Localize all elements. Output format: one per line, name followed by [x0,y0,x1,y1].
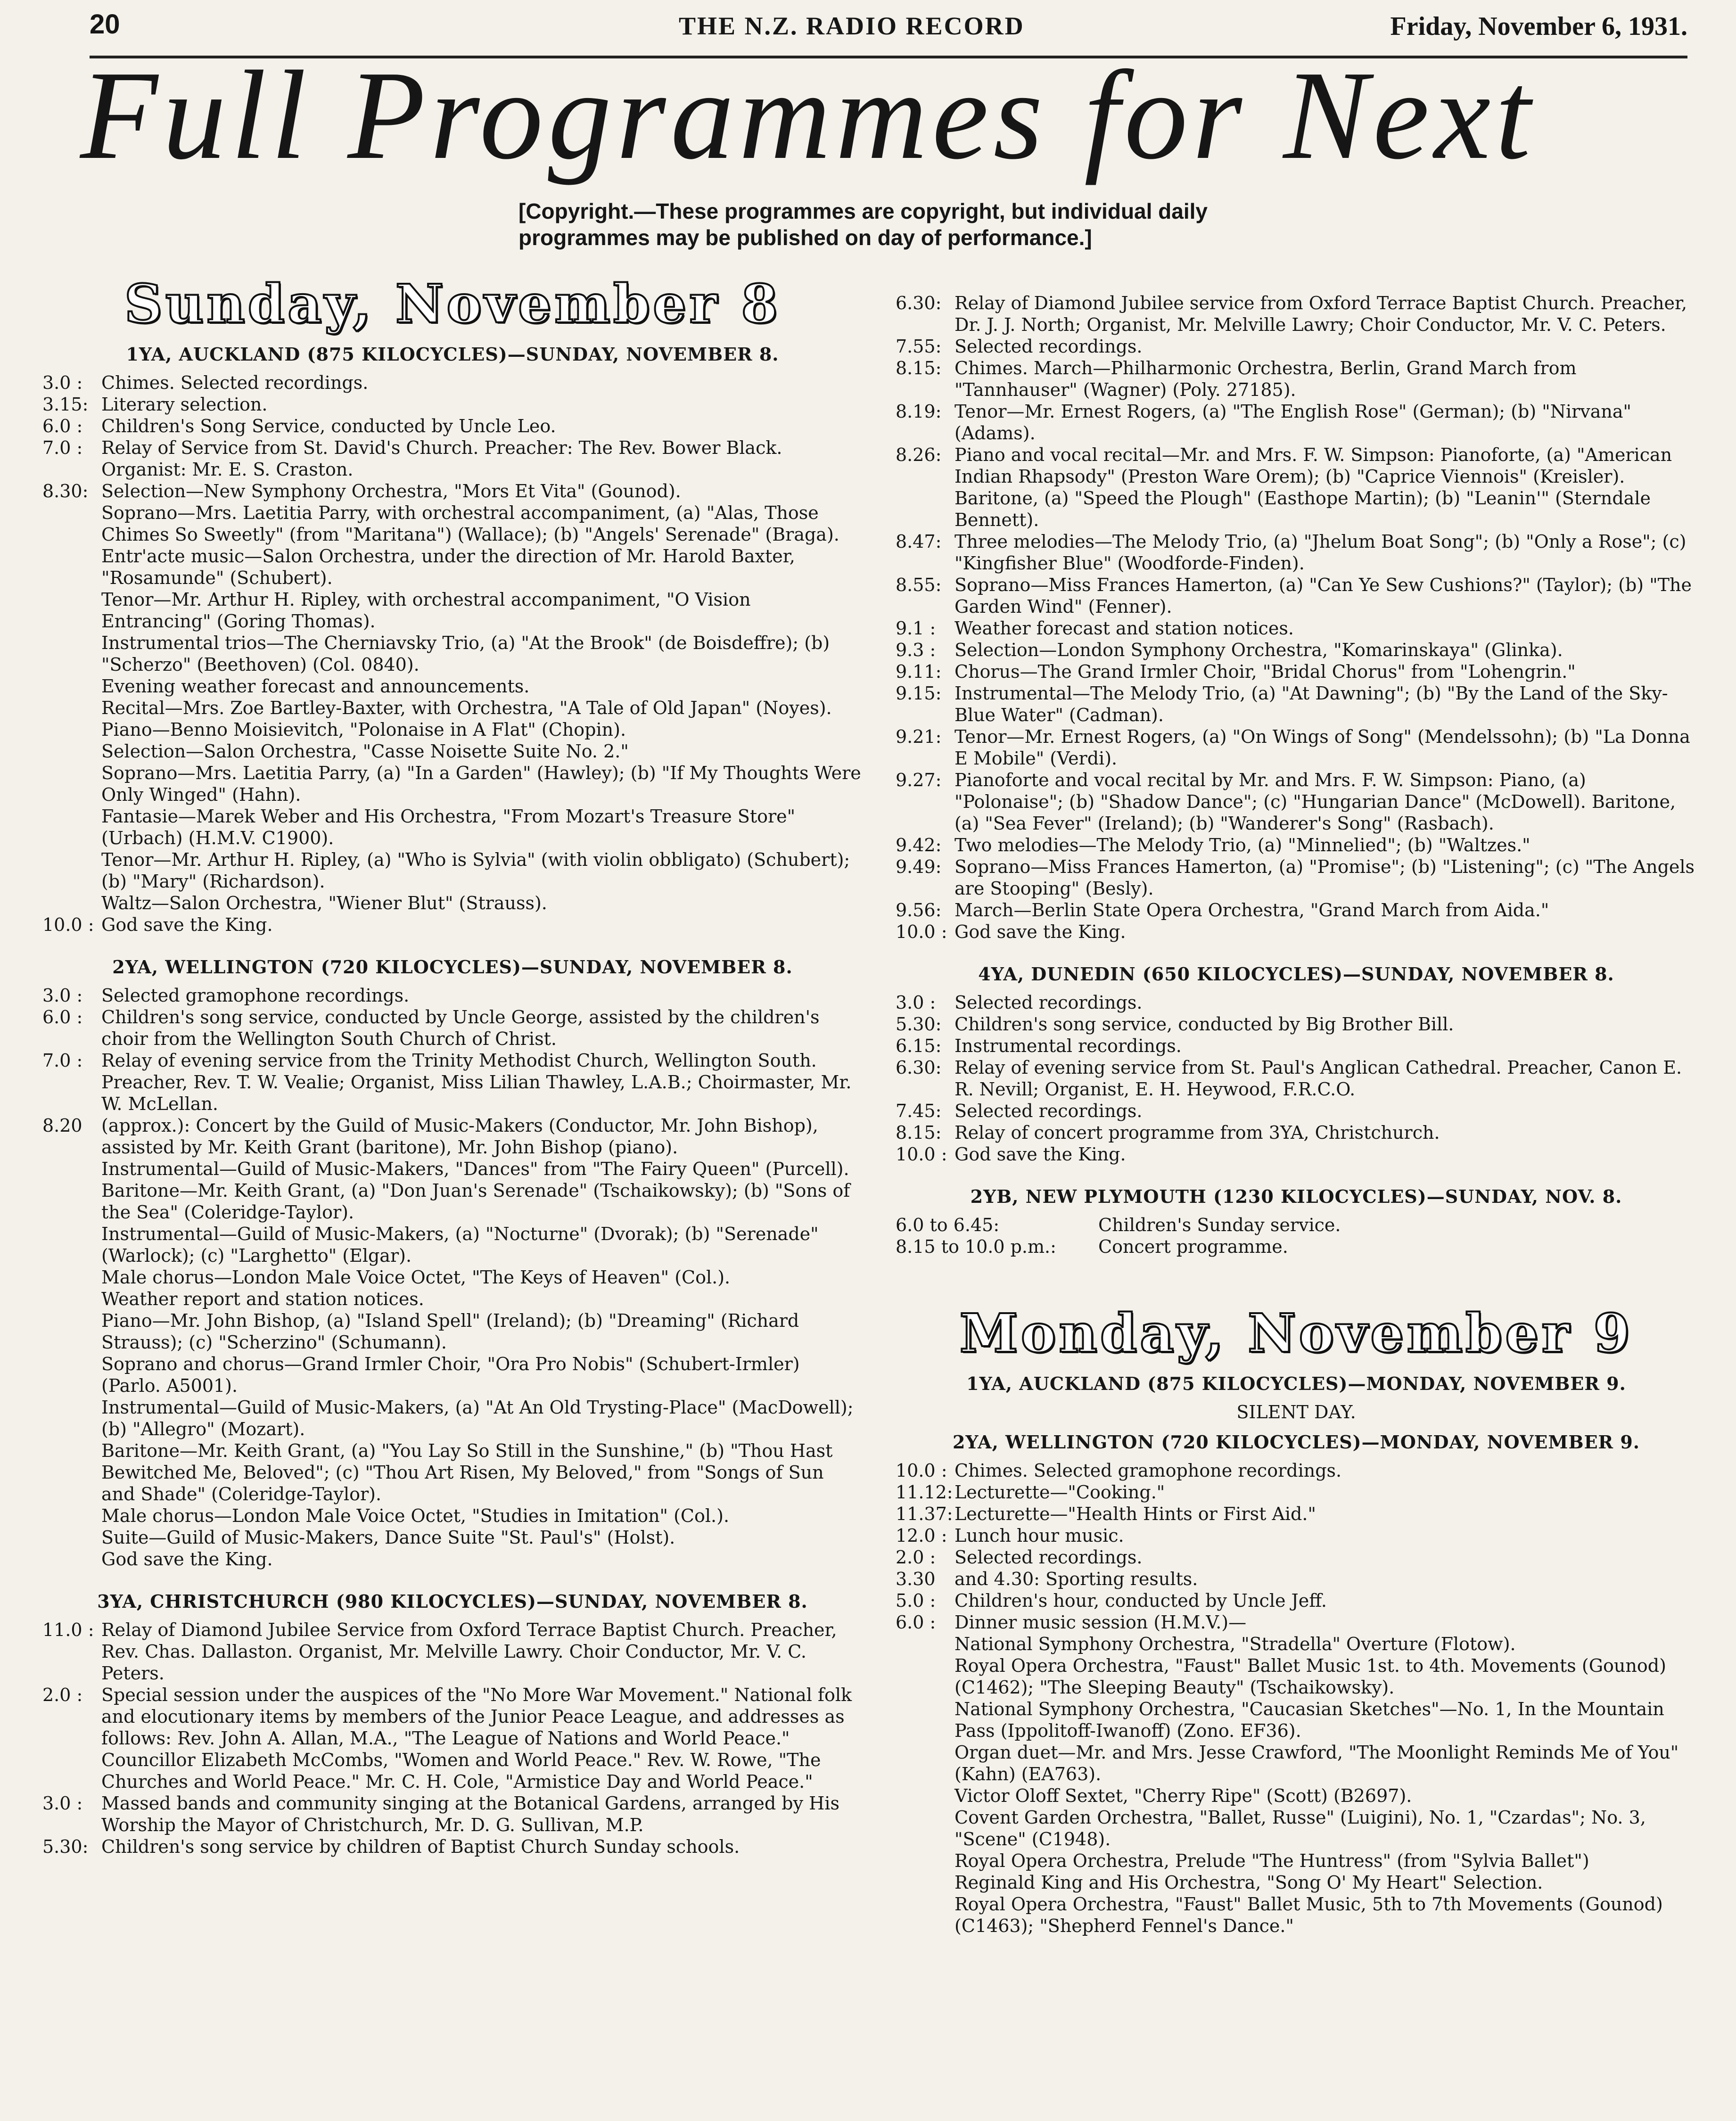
programme-item [896,1214,1697,1236]
programme-time: 7.45: [896,1101,942,1121]
programme-description: Instrumental—Guild of Music-Makers, "Dances" from "The Fairy Queen" (Purcell). [101,1159,849,1179]
programme-description: Selected recordings. [954,1101,1143,1121]
programme-item [896,682,1697,726]
programme-time: 9.3 : [896,640,936,660]
station-block-2yb [896,1186,1697,1270]
programme-time: 12.0 : [896,1525,947,1546]
programme-description: Recital—Mrs. Zoe Bartley-Baxter, with Orchestra, "A Tale of Old Japan" (Noyes). [101,698,832,718]
programme-description: Instrumental—Guild of Music-Makers, (a) "At An Old Trysting-Place" (MacDowell); (b) "Allegro" (Mozart). [101,1397,854,1439]
programme-description: Instrumental—Guild of Music-Makers, (a) "Nocturne" (Dvorak); (b) "Serenade" (Warlock); (c) "Larghetto" (Elgar). [101,1224,819,1266]
programme-time [42,502,101,545]
programme-description: God save the King. [954,1144,1126,1165]
publication-title: THE N.Z. RADIO RECORD [679,12,1025,40]
programme-description: Selected gramophone recordings. [101,985,410,1006]
programme-description: God save the King. [101,914,273,935]
programme-item [42,762,863,806]
programme-item [42,1684,863,1792]
programme-item [896,899,1697,921]
programme-item [896,856,1697,899]
programme-item [42,415,863,437]
programme-item [42,1310,863,1353]
station-heading: 2YB, NEW PLYMOUTH (1230 KILOCYCLES)—SUNDAY, NOV. 8. [970,1186,1622,1207]
programme-description: Tenor—Mr. Arthur H. Ripley, (a) "Who is Sylvia" (with violin obbligato) (Schubert); (b) "Mary" (Richardson). [101,849,850,892]
station-heading: 4YA, DUNEDIN (650 KILOCYCLES)—SUNDAY, NOVEMBER 8. [978,963,1614,985]
programme-description: Pianoforte and vocal recital by Mr. and Mrs. F. W. Simpson: Piano, (a) "Polonaise"; (b) "Shadow Dance"; (c) "Hungarian Dance" (McDowell). Baritone, (a) "Sea Fever" (Ireland); (b) "Wanderer's Song" (Rasbach). [954,770,1676,834]
programme-item [896,1698,1697,1742]
programme-description: Chorus—The Grand Irmler Choir, "Bridal Chorus" from "Lohengrin." [954,661,1576,682]
programme-time [896,1633,954,1655]
programme-description: Selection—New Symphony Orchestra, "Mors Et Vita" (Gounod). [101,481,681,501]
programme-description: Male chorus—London Male Voice Octet, "Studies in Imitation" (Col.). [101,1505,730,1526]
programme-item [42,1288,863,1310]
programme-description: Piano—Benno Moisievitch, "Polonaise in A Flat" (Chopin). [101,719,626,740]
programme-item [42,589,863,632]
programme-item [896,1742,1697,1785]
programme-time [42,675,101,697]
programme-time [42,1288,101,1310]
programme-time: 6.30: [896,1057,942,1078]
programme-item [896,1236,1697,1258]
programme-item [42,437,863,480]
station-block-2ya-monday [896,1431,1697,1949]
programme-description: and 4.30: Sporting results. [954,1569,1198,1589]
programme-item [42,719,863,740]
programme-description: Covent Garden Orchestra, "Ballet, Russe" (Luigini), No. 1, "Czardas"; No. 3, "Scene" (C1948). [954,1807,1646,1850]
programme-item [42,1397,863,1440]
programme-time: 8.55: [896,575,942,595]
programme-description: Soprano—Miss Frances Hamerton, (a) "Promise"; (b) "Listening"; (c) "The Angels are Stooping" (Besly). [954,856,1695,899]
station-block-3ya [42,1591,863,1870]
programme-description: Reginald King and His Orchestra, "Song O' My Heart" Selection. [954,1872,1543,1893]
programme-description: Soprano—Mrs. Laetitia Parry, (a) "In a Garden" (Hawley); (b) "If My Thoughts Were Only Winged" (Hahn). [101,763,861,805]
programme-item [896,834,1697,856]
programme-item [42,502,863,545]
programme-item [896,1633,1697,1655]
programme-item [896,726,1697,769]
programme-description: Three melodies—The Melody Trio, (a) "Jhelum Boat Song"; (b) "Only a Rose"; (c) "Kingfisher Blue" (Woodforde-Finden). [954,531,1687,574]
station-block-2ya [42,956,863,1582]
programme-time: 8.15 to 10.0 p.m.: [896,1236,1056,1257]
programme-time: 6.0 : [42,416,83,436]
programme-time: 3.0 : [42,985,83,1006]
programme-item [896,1893,1697,1937]
programme-time: 8.15: [896,1122,942,1143]
programme-description: Organ duet—Mr. and Mrs. Jesse Crawford, "The Moonlight Reminds Me of You" (Kahn) (EA763). [954,1742,1679,1784]
programme-description: Evening weather forecast and announcements. [101,676,530,697]
programme-description: Royal Opera Orchestra, "Faust" Ballet Music 1st. to 4th. Movements (Gounod) (C1462); "The Sleeping Beauty" (Tschaikowsky). [954,1655,1666,1698]
programme-description: Fantasie—Marek Weber and His Orchestra, "From Mozart's Treasure Store" (Urbach) (H.M.V. C1900). [101,806,796,848]
programme-description: Relay of evening service from St. Paul's Anglican Cathedral. Preacher, Canon E. R. Nevill; Organist, E. H. Heywood, F.R.C.O. [954,1057,1682,1100]
station-block-3ya-continued [896,292,1697,955]
station-heading: 3YA, CHRISTCHURCH (980 KILOCYCLES)—SUNDAY, NOVEMBER 8. [97,1591,808,1612]
programme-item [896,1013,1697,1035]
programme-item [896,617,1697,639]
programme-time: 11.37: [896,1504,953,1524]
station-block-4ya [896,963,1697,1177]
programme-description: (approx.): Concert by the Guild of Music-Makers (Conductor, Mr. John Bishop), assisted by Mr. Keith Grant (baritone), Mr. John Bishop (piano). [101,1115,818,1158]
programme-description: Tenor—Mr. Ernest Rogers, (a) "The English Rose" (German); (b) "Nirvana" (Adams). [954,401,1632,444]
programme-description: Special session under the auspices of the "No More War Movement." National folk and elocutionary items by members of the Junior Peace League, and addresses as follows: Rev. John A. Allan, M.A., "The League of Nations and World Peace." Councillor Elizabeth McCombs, "Women and World Peace." Rev. W. Rowe, "The Churches and World Peace." Mr. C. H. Cole, "Armistice Day and World Peace." [101,1685,852,1792]
programme-time: 9.21: [896,726,942,747]
programme-time [896,1872,954,1893]
programme-item [42,1115,863,1158]
programme-time: 3.0 : [42,372,83,393]
programme-item [42,1548,863,1570]
programme-item [896,1525,1697,1546]
programme-time: 3.30 [896,1569,936,1589]
programme-item [42,1006,863,1050]
programme-description: Soprano—Miss Frances Hamerton, (a) "Can Ye Sew Cushions?" (Taylor); (b) "The Garden Wind" (Fenner). [954,575,1692,617]
programme-item [896,1590,1697,1611]
programme-description: Concert programme. [1098,1236,1288,1257]
programme-time [896,1893,954,1937]
programme-description: God save the King. [954,921,1126,942]
programme-item [896,1611,1697,1633]
programme-description: March—Berlin State Opera Orchestra, "Grand March from Aida." [954,900,1549,921]
programme-item [42,985,863,1006]
programme-description: Weather report and station notices. [101,1289,424,1309]
programme-item [42,1266,863,1288]
station-heading-1ya-monday: 1YA, AUCKLAND (875 KILOCYCLES)—MONDAY, NOVEMBER 9. [966,1373,1626,1394]
programme-description: Children's Song Service, conducted by Uncle Leo. [101,416,556,436]
station-heading: 2YA, WELLINGTON (720 KILOCYCLES)—MONDAY, NOVEMBER 9. [952,1431,1640,1453]
programme-time: 7.0 : [42,437,83,458]
programme-time: 9.42: [896,835,942,855]
programme-time [42,1440,101,1505]
programme-item [42,892,863,914]
programme-item [42,1792,863,1836]
programme-description: Relay of concert programme from 3YA, Christchurch. [954,1122,1440,1143]
programme-item [42,1158,863,1180]
programme-time [896,1850,954,1872]
programme-time [42,1310,101,1353]
programme-item [42,1180,863,1223]
programme-time [42,1353,101,1397]
programme-description: Soprano—Mrs. Laetitia Parry, with orchestral accompaniment, (a) "Alas, Those Chimes So Sweetly" (from "Maritana") (Wallace); (b) "Angels' Serenade" (Braga). [101,502,839,545]
programme-description: Weather forecast and station notices. [954,618,1294,639]
programme-description: Children's hour, conducted by Uncle Jeff. [954,1590,1327,1611]
programme-time [896,1742,954,1785]
programme-time: 8.15: [896,358,942,378]
programme-time [896,1655,954,1698]
programme-description: Children's song service by children of Baptist Church Sunday schools. [101,1836,740,1857]
programme-description: Selected recordings. [954,336,1143,357]
programme-item [896,1057,1697,1100]
programme-item [896,531,1697,574]
programme-time: 7.0 : [42,1050,83,1071]
programme-time: 8.47: [896,531,942,552]
programme-time: 3.0 : [42,1793,83,1814]
programme-description: Relay of Diamond Jubilee service from Oxford Terrace Baptist Church. Preacher, Dr. J. J. North; Organist, Mr. Melville Lawry; Choir Conductor, Mr. V. C. Peters. [954,293,1687,335]
programme-time [42,719,101,740]
programme-item [896,1568,1697,1590]
programme-description: Selection—Salon Orchestra, "Casse Noisette Suite No. 2." [101,741,629,762]
programme-description: Relay of Service from St. David's Church. Preacher: The Rev. Bower Black. Organist: Mr. E. S. Craston. [101,437,782,480]
programme-description: Chimes. Selected recordings. [101,372,369,393]
programme-time: 9.56: [896,900,942,921]
programme-description: Victor Oloff Sextet, "Cherry Ripe" (Scott) (B2697). [954,1785,1412,1806]
programme-item [896,1481,1697,1503]
station-block-1ya [42,344,863,948]
programme-item [42,914,863,936]
page-title: Full Programmes for Next [80,45,1536,186]
programme-item [42,545,863,589]
programme-time: 2.0 : [896,1547,936,1568]
programme-time [42,589,101,632]
day-heading-monday: Monday, November 9 [959,1303,1633,1365]
programme-time: 3.0 : [896,992,936,1013]
programme-time: 2.0 : [42,1685,83,1705]
programme-time: 8.19: [896,401,942,422]
programme-time: 5.30: [896,1014,942,1035]
programme-description: Instrumental trios—The Cherniavsky Trio, (a) "At the Brook" (de Boisdeffre); (b) "Scherzo" (Beethoven) (Col. 0840). [101,633,830,675]
copyright-notice: [Copyright.—These programmes are copyright, but individual daily programmes may be published on day of performance.] [518,199,1208,250]
programme-description: Children's song service, conducted by Uncle George, assisted by the children's choir from the Wellington South Church of Christ. [101,1007,820,1049]
programme-time: 9.49: [896,856,942,877]
programme-item [896,661,1697,682]
programme-description: National Symphony Orchestra, "Caucasian Sketches"—No. 1, In the Mountain Pass (Ippolitoff-Iwanoff) (Zono. EF36). [954,1699,1664,1741]
programme-time: 11.0 : [42,1620,94,1640]
programme-description: Baritone—Mr. Keith Grant, (a) "You Lay So Still in the Sunshine," (b) "Thou Hast Bewitched Me, Beloved"; (c) "Thou Art Risen, My Beloved," from "Songs of Sun and Shade" (Coleridge-Taylor). [101,1440,833,1504]
programme-description: Children's song service, conducted by Big Brother Bill. [954,1014,1454,1035]
programme-item [896,1546,1697,1568]
programme-time [42,1505,101,1527]
programme-description: Lecturette—"Health Hints or First Aid." [954,1504,1316,1524]
programme-time: 7.55: [896,336,942,357]
programme-description: Lecturette—"Cooking." [954,1482,1165,1503]
programme-item [896,1122,1697,1143]
programme-description: Chimes. March—Philharmonic Orchestra, Berlin, Grand March from "Tannhauser" (Wagner) (Poly. 27185). [954,358,1577,400]
programme-time [42,849,101,892]
programme-item [896,1143,1697,1165]
programme-description: Children's Sunday service. [1098,1215,1341,1235]
programme-description: God save the King. [101,1549,273,1570]
programme-item [42,1050,863,1115]
programme-description: Massed bands and community singing at the Botanical Gardens, arranged by His Worship the Mayor of Christchurch, Mr. D. G. Sullivan, M.P. [101,1793,839,1835]
programme-item [896,1503,1697,1525]
programme-time: 5.0 : [896,1590,936,1611]
station-heading: 2YA, WELLINGTON (720 KILOCYCLES)—SUNDAY, NOVEMBER 8. [112,956,793,978]
programme-description: Relay of evening service from the Trinity Methodist Church, Wellington South. Preacher, Rev. T. W. Vealie; Organist, Miss Lilian Thawley, L.A.B.; Choirmaster, Mr. W. McLellan. [101,1050,852,1114]
programme-item [42,1440,863,1505]
programme-time [42,545,101,589]
programme-description: Male chorus—London Male Voice Octet, "The Keys of Heaven" (Col.). [101,1267,731,1288]
silent-day-note: SILENT DAY. [1236,1402,1356,1422]
programme-description: Suite—Guild of Music-Makers, Dance Suite "St. Paul's" (Holst). [101,1527,675,1548]
programme-item [896,992,1697,1013]
programme-item [896,921,1697,943]
programme-description: Tenor—Mr. Arthur H. Ripley, with orchestral accompaniment, "O Vision Entrancing" (Goring Thomas). [101,589,751,632]
programme-description: Lunch hour music. [954,1525,1124,1546]
programme-time: 10.0 : [896,1144,947,1165]
programme-item [42,849,863,892]
programme-item [42,1527,863,1548]
programme-time [42,806,101,849]
programme-time [42,1266,101,1288]
programme-time: 6.15: [896,1036,942,1056]
programme-time [42,697,101,719]
programme-time: 9.15: [896,683,942,704]
programme-time: 8.30: [42,481,89,501]
programme-time [42,1223,101,1266]
programme-description: Soprano and chorus—Grand Irmler Choir, "Ora Pro Nobis" (Schubert-Irmler) (Parlo. A5001). [101,1354,800,1396]
programme-time [42,892,101,914]
programme-item [896,1850,1697,1872]
programme-description: Selection—London Symphony Orchestra, "Komarinskaya" (Glinka). [954,640,1563,660]
programme-item [896,1655,1697,1698]
programme-item [42,1619,863,1684]
programme-description: Baritone—Mr. Keith Grant, (a) "Don Juan's Serenade" (Tschaikowsky); (b) "Sons of the Sea" (Coleridge-Taylor). [101,1180,850,1223]
programme-item [896,1785,1697,1807]
programme-item [896,444,1697,531]
programme-description: Selected recordings. [954,992,1143,1013]
programme-description: Instrumental—The Melody Trio, (a) "At Dawning"; (b) "By the Land of the Sky-Blue Water" (Cadman). [954,683,1668,725]
programme-description: Royal Opera Orchestra, Prelude "The Huntress" (from "Sylvia Ballet") [954,1850,1589,1871]
programme-time [896,1785,954,1807]
programme-time: 3.15: [42,394,89,415]
page-number: 20 [90,9,120,40]
programme-item [42,632,863,675]
left-column [42,273,863,1870]
programme-time [42,762,101,806]
programme-time [42,1527,101,1548]
programme-description: National Symphony Orchestra, "Stradella" Overture (Flotow). [954,1634,1516,1654]
programme-time: 6.30: [896,293,942,313]
programme-time: 9.1 : [896,618,936,639]
programme-description: Literary selection. [101,394,268,415]
programme-time: 10.0 : [896,1460,947,1481]
station-heading: 1YA, AUCKLAND (875 KILOCYCLES)—SUNDAY, NOVEMBER 8. [126,344,779,365]
programme-description: Relay of Diamond Jubilee Service from Oxford Terrace Baptist Church. Preacher, Rev. Chas. Dallaston. Organist, Mr. Melville Lawry. Choir Conductor, Mr. V. C. Peters. [101,1620,837,1684]
programme-item [896,1872,1697,1893]
programme-item [42,740,863,762]
programme-time: 8.26: [896,444,942,465]
programme-time [896,1807,954,1850]
programme-description: Two melodies—The Melody Trio, (a) "Minnelied"; (b) "Waltzes." [954,835,1530,855]
programme-item [42,1505,863,1527]
programme-item [896,357,1697,401]
programme-description: Piano and vocal recital—Mr. and Mrs. F. W. Simpson: Pianoforte, (a) "American Indian Rhapsody" (Preston Ware Orem); (b) "Caprice Viennois" (Kreisler). Baritone, (a) "Speed the Plough" (Easthope Martin); (b) "Leanin'" (Sterndale Bennett). [954,444,1672,530]
programme-time: 6.0 to 6.45: [896,1215,1000,1235]
programme-item [42,1223,863,1266]
programme-item [42,806,863,849]
programme-item [896,401,1697,444]
programme-time: 8.20 [42,1115,82,1136]
programme-item [896,769,1697,834]
programme-description: Waltz—Salon Orchestra, "Wiener Blut" (Strauss). [101,893,547,913]
programme-description: Chimes. Selected gramophone recordings. [954,1460,1342,1481]
programme-item [42,697,863,719]
programme-time [42,632,101,675]
programme-item [42,1353,863,1397]
programme-time: 6.0 : [896,1612,936,1633]
programme-description: Tenor—Mr. Ernest Rogers, (a) "On Wings of Song" (Mendelssohn); (b) "La Donna E Mobile" (Verdi). [954,726,1690,769]
programme-description: Instrumental recordings. [954,1036,1182,1056]
programme-time: 6.0 : [42,1007,83,1028]
programme-time: 10.0 : [42,914,94,935]
programme-time [42,740,101,762]
programme-time [896,1698,954,1742]
programme-time [42,1397,101,1440]
right-column [896,292,1697,1949]
programme-time: 9.27: [896,770,942,790]
programme-item [42,372,863,394]
issue-date: Friday, November 6, 1931. [1390,12,1687,41]
programme-time: 10.0 : [896,921,947,942]
programme-description: Piano—Mr. John Bishop, (a) "Island Spell" (Ireland); (b) "Dreaming" (Richard Strauss); (c) "Scherzino" (Schumann). [101,1310,799,1353]
programme-time [42,1180,101,1223]
programme-description: Royal Opera Orchestra, "Faust" Ballet Music, 5th to 7th Movements (Gounod) (C1463); "Shepherd Fennel's Dance." [954,1894,1663,1936]
programme-item [896,1460,1697,1481]
programme-time: 11.12: [896,1482,953,1503]
programme-item [896,1035,1697,1057]
programme-time [42,1548,101,1570]
programme-item [896,292,1697,336]
programme-description: Selected recordings. [954,1547,1143,1568]
programme-item [42,394,863,415]
programme-item [896,1100,1697,1122]
programme-item [896,639,1697,661]
programme-item [42,480,863,502]
programme-time: 5.30: [42,1836,89,1857]
programme-description: Dinner music session (H.M.V.)— [954,1612,1247,1633]
programme-description: Entr'acte music—Salon Orchestra, under the direction of Mr. Harold Baxter, "Rosamunde" (Schubert). [101,546,795,588]
day-heading-sunday: Sunday, November 8 [124,273,781,335]
programme-time [42,1158,101,1180]
programme-item [896,336,1697,357]
programme-item [896,574,1697,617]
programme-item [42,1836,863,1858]
programme-item [896,1807,1697,1850]
programme-item [42,675,863,697]
programme-time: 9.11: [896,661,942,682]
